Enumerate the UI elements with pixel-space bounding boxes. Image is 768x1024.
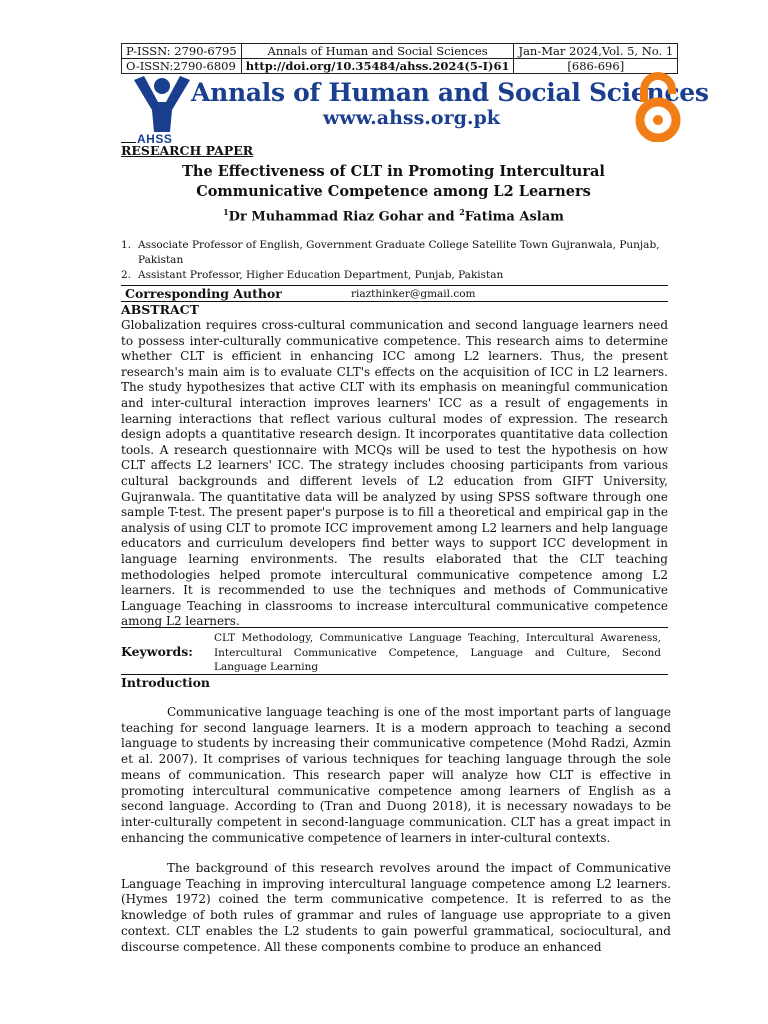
oissn: O-ISSN:2790-6809 xyxy=(122,59,242,74)
author1-sup: 1 xyxy=(223,207,229,217)
header-row-2 xyxy=(122,59,678,74)
corresponding-author-box xyxy=(121,285,668,302)
journal-name-cell: Annals of Human and Social Sciences xyxy=(241,44,514,59)
corresponding-label: Corresponding Author xyxy=(125,286,282,301)
corresponding-email[interactable]: riazthinker@gmail.com xyxy=(351,288,476,300)
masthead-url[interactable]: www.ahss.org.pk xyxy=(323,107,500,129)
logo-text: AHSS xyxy=(137,132,173,146)
affiliation-item xyxy=(121,238,668,268)
abstract-heading: ABSTRACT xyxy=(121,302,199,317)
author2-name: Fatima Aslam xyxy=(464,209,564,225)
masthead-title: Annals of Human and Social Sciences xyxy=(191,78,709,107)
affiliation-number: 1. xyxy=(121,239,132,251)
affiliation-item xyxy=(121,268,668,283)
pissn: P-ISSN: 2790-6795 xyxy=(122,44,242,59)
keywords-text: CLT Methodology, Communicative Language Teaching, Intercultural Awareness, Intercultural Communicative Competence, Language and Culture, Second Language Learning xyxy=(214,632,661,673)
open-access-icon xyxy=(632,72,684,142)
article-type: RESEARCH PAPER xyxy=(121,143,254,158)
page-range: [686-696] xyxy=(514,59,678,74)
intro-paragraph-1: Communicative language teaching is one of the most important parts of language teaching for second language learners. It is a modern approach to teaching a second language to students by increasing their communicative competence (Mohd Radzi, Azmin et al. 2007). It comprises of various techniques for teaching language through the sole means of communication. This research paper will analyze how CLT is effective in promoting intercultural communicative competence among learners of English as a second language. According to (Tran and Duong 2018), it is necessary nowadays to be inter-culturally competent in second-language communication. CLT has a great impact in enhancing the communicative competence of learners in inter-cultural contexts. xyxy=(121,705,671,845)
author-line xyxy=(121,207,666,224)
paper-title: The Effectiveness of CLT in Promoting Intercultural Communicative Competence among L2 Learners xyxy=(182,163,605,200)
author1-name: Dr Muhammad Riaz Gohar and xyxy=(228,209,460,225)
affiliation-text: Associate Professor of English, Government Graduate College Satellite Town Gujranwala, Punjab, Pakistan xyxy=(138,239,660,266)
doi-link[interactable]: http://doi.org/10.35484/ahss.2024(5-I)61 xyxy=(241,59,514,74)
header-row-1 xyxy=(122,44,678,59)
affiliation-list xyxy=(121,238,668,283)
author2-sup: 2 xyxy=(459,207,465,217)
affiliation-text: Assistant Professor, Higher Education Department, Punjab, Pakistan xyxy=(138,269,504,281)
journal-header-table xyxy=(121,43,678,74)
introduction-heading: Introduction xyxy=(121,675,211,690)
keywords-label: Keywords: xyxy=(121,644,193,659)
abstract-text: Globalization requires cross-cultural communication and second language learners need to possess inter-culturally communicative competence. This research aims to determine whether CLT is efficient in enhancing ICC among L2 learners. Thus, the present research's main aim is to evaluate CLT's effects on the acquisition of ICC in L2 learners. The study hypothesizes that active CLT with its emphasis on meaningful communication and inter-cultural interaction improves learners' ICC as a result of engagements in learning interactions that reflect various cultural modes of expression. The research design adopts a quantitative research design. It incorporates quantitative data collection tools. A research questionnaire with MCQs will be used to test the hypothesis on how CLT affects L2 learners' ICC. The strategy includes choosing participants from various cultural backgrounds and different levels of L2 education from GIFT University, Gujranwala. The quantitative data will be analyzed by using SPSS software through one sample T-test. The present paper's purpose is to fill a theoretical and empirical gap in the analysis of using CLT to promote ICC improvement among L2 learners and help language educators and curriculum developers find better ways to support ICC development in language learning environments. The results elaborated that the CLT teaching methodologies helped promote intercultural communicative competence among L2 learners. It is recommended to use the techniques and methods of Communicative Language Teaching in classrooms to increase intercultural communicative competence among L2 learners. xyxy=(121,318,668,629)
affiliation-number: 2. xyxy=(121,269,132,281)
intro-paragraph-2: The background of this research revolves around the impact of Communicative Language Teaching in improving intercultural language competence among L2 learners. (Hymes 1972) coined the term communicative competence. It is referred to as the knowledge of both rules of grammar and rules of language use appropriate to a given context. CLT enables the L2 students to gain powerful grammatical, sociocultural, and discourse competence. All these components combine to produce an enhanced xyxy=(121,861,671,954)
issue-info: Jan-Mar 2024,Vol. 5, No. 1 xyxy=(514,44,678,59)
keywords-box xyxy=(121,627,668,675)
